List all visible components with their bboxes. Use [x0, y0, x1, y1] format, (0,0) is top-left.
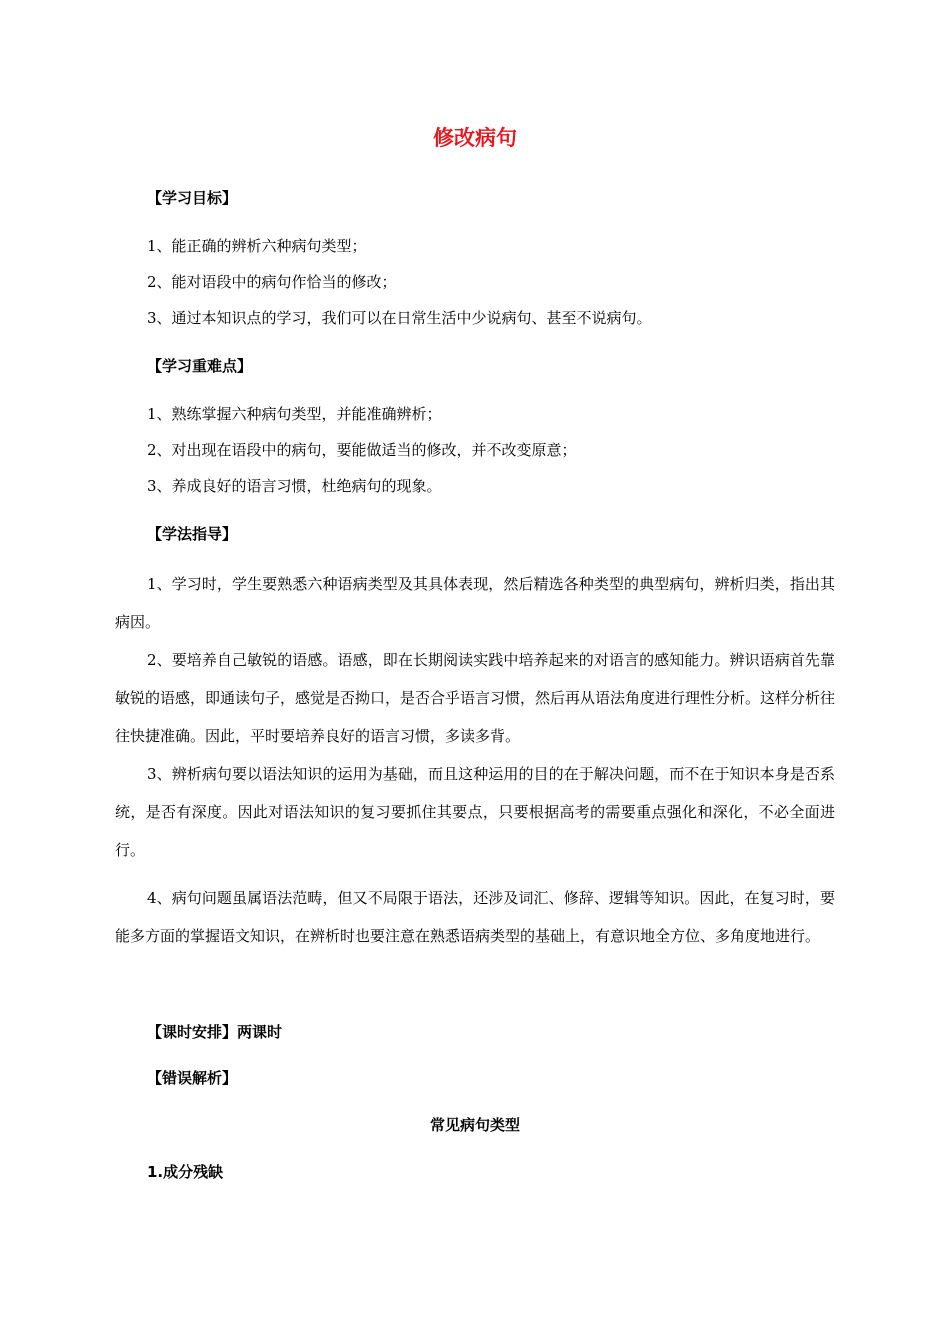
key-point-item: 3、养成良好的语言习惯，杜绝病句的现象。	[147, 477, 442, 495]
guidance-heading: 【学法指导】	[147, 525, 238, 543]
key-point-item: 1、熟练掌握六种病句类型，并能准确辨析；	[147, 405, 442, 423]
key-points-heading: 【学习重难点】	[147, 357, 253, 375]
guidance-paragraph: 1、学习时，学生要熟悉六种语病类型及其具体表现，然后精选各种类型的典型病句，辨析归类，指出其病因。	[115, 575, 835, 631]
guidance-paragraph: 2、要培养自己敏锐的语感。语感，即在长期阅读实践中培养起来的对语言的感知能力。辨识语病首先靠敏锐的语感，即通读句子，感觉是否拗口，是否合乎语言习惯，然后再从语法角度进行理性分析。这样分析往往快捷准确。因此，平时要培养良好的语言习惯，多读多背。	[115, 651, 836, 745]
error-analysis-heading: 【错误解析】	[147, 1069, 238, 1087]
objective-item: 1、能正确的辨析六种病句类型；	[147, 237, 367, 255]
section-subtitle: 常见病句类型	[429, 1116, 520, 1134]
guidance-paragraph: 3、辨析病句要以语法知识的运用为基础，而且这种运用的目的在于解决问题，而不在于知识本身是否系统，是否有深度。因此对语法知识的复习要抓住其要点，只要根据高考的需要重点强化和深化，不必全面进行。	[115, 765, 835, 859]
guidance-paragraph: 4、病句问题虽属语法范畴，但又不局限于语法，还涉及词汇、修辞、逻辑等知识。因此，在复习时，要能多方面的掌握语文知识，在辨析时也要注意在熟悉语病类型的基础上，有意识地全方位、多角度地进行。	[115, 889, 835, 945]
objective-item: 2、能对语段中的病句作恰当的修改；	[147, 273, 397, 291]
objectives-heading: 【学习目标】	[147, 189, 238, 207]
document-title: 修改病句	[433, 126, 517, 150]
schedule-line: 【课时安排】两课时	[147, 1023, 283, 1041]
objective-item: 3、通过本知识点的学习，我们可以在日常生活中少说病句、甚至不说病句。	[147, 309, 652, 327]
error-type-heading: 1.成分残缺	[147, 1163, 224, 1181]
key-point-item: 2、对出现在语段中的病句，要能做适当的修改，并不改变原意；	[147, 441, 577, 459]
